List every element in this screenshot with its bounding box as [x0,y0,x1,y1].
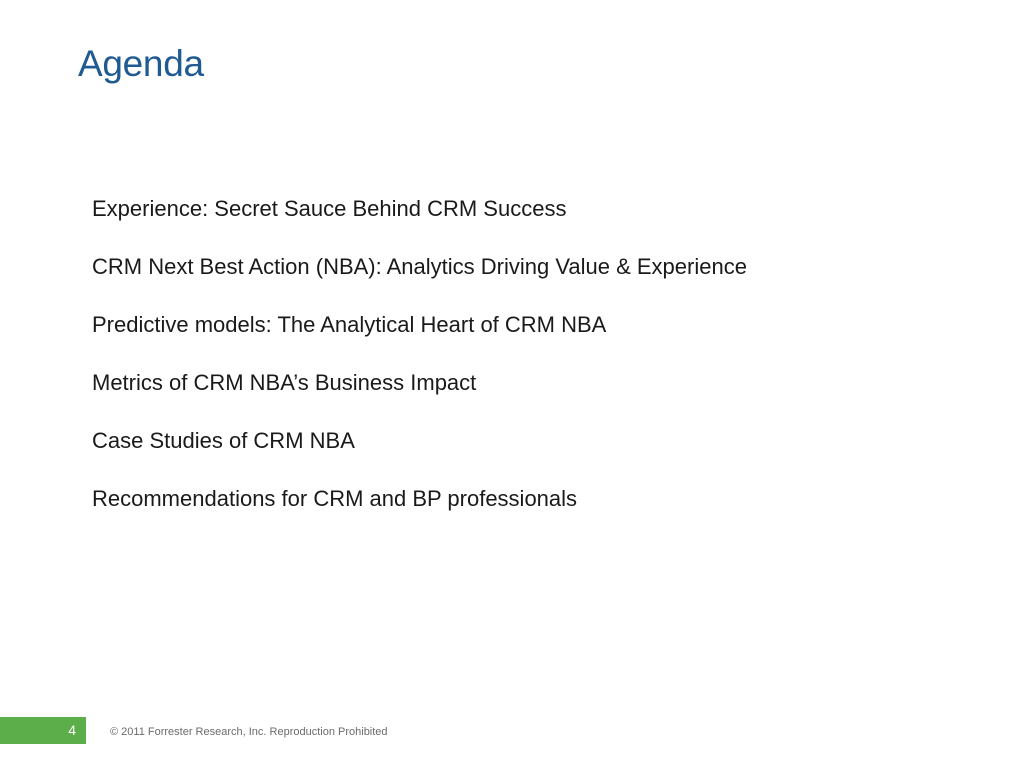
agenda-item: CRM Next Best Action (NBA): Analytics Driving Value & Experience [92,254,747,279]
slide-title: Agenda [78,43,204,84]
page-number-badge [0,717,86,744]
agenda-item: Predictive models: The Analytical Heart of CRM NBA [92,312,607,337]
page-number: 4 [68,722,76,738]
agenda-item: Metrics of CRM NBA’s Business Impact [92,370,477,395]
copyright-notice: © 2011 Forrester Research, Inc. Reproduction Prohibited [110,726,388,738]
agenda-item: Experience: Secret Sauce Behind CRM Success [92,196,567,221]
agenda-item: Recommendations for CRM and BP professionals [92,486,578,511]
agenda-list [92,195,747,543]
agenda-item: Case Studies of CRM NBA [92,428,355,453]
